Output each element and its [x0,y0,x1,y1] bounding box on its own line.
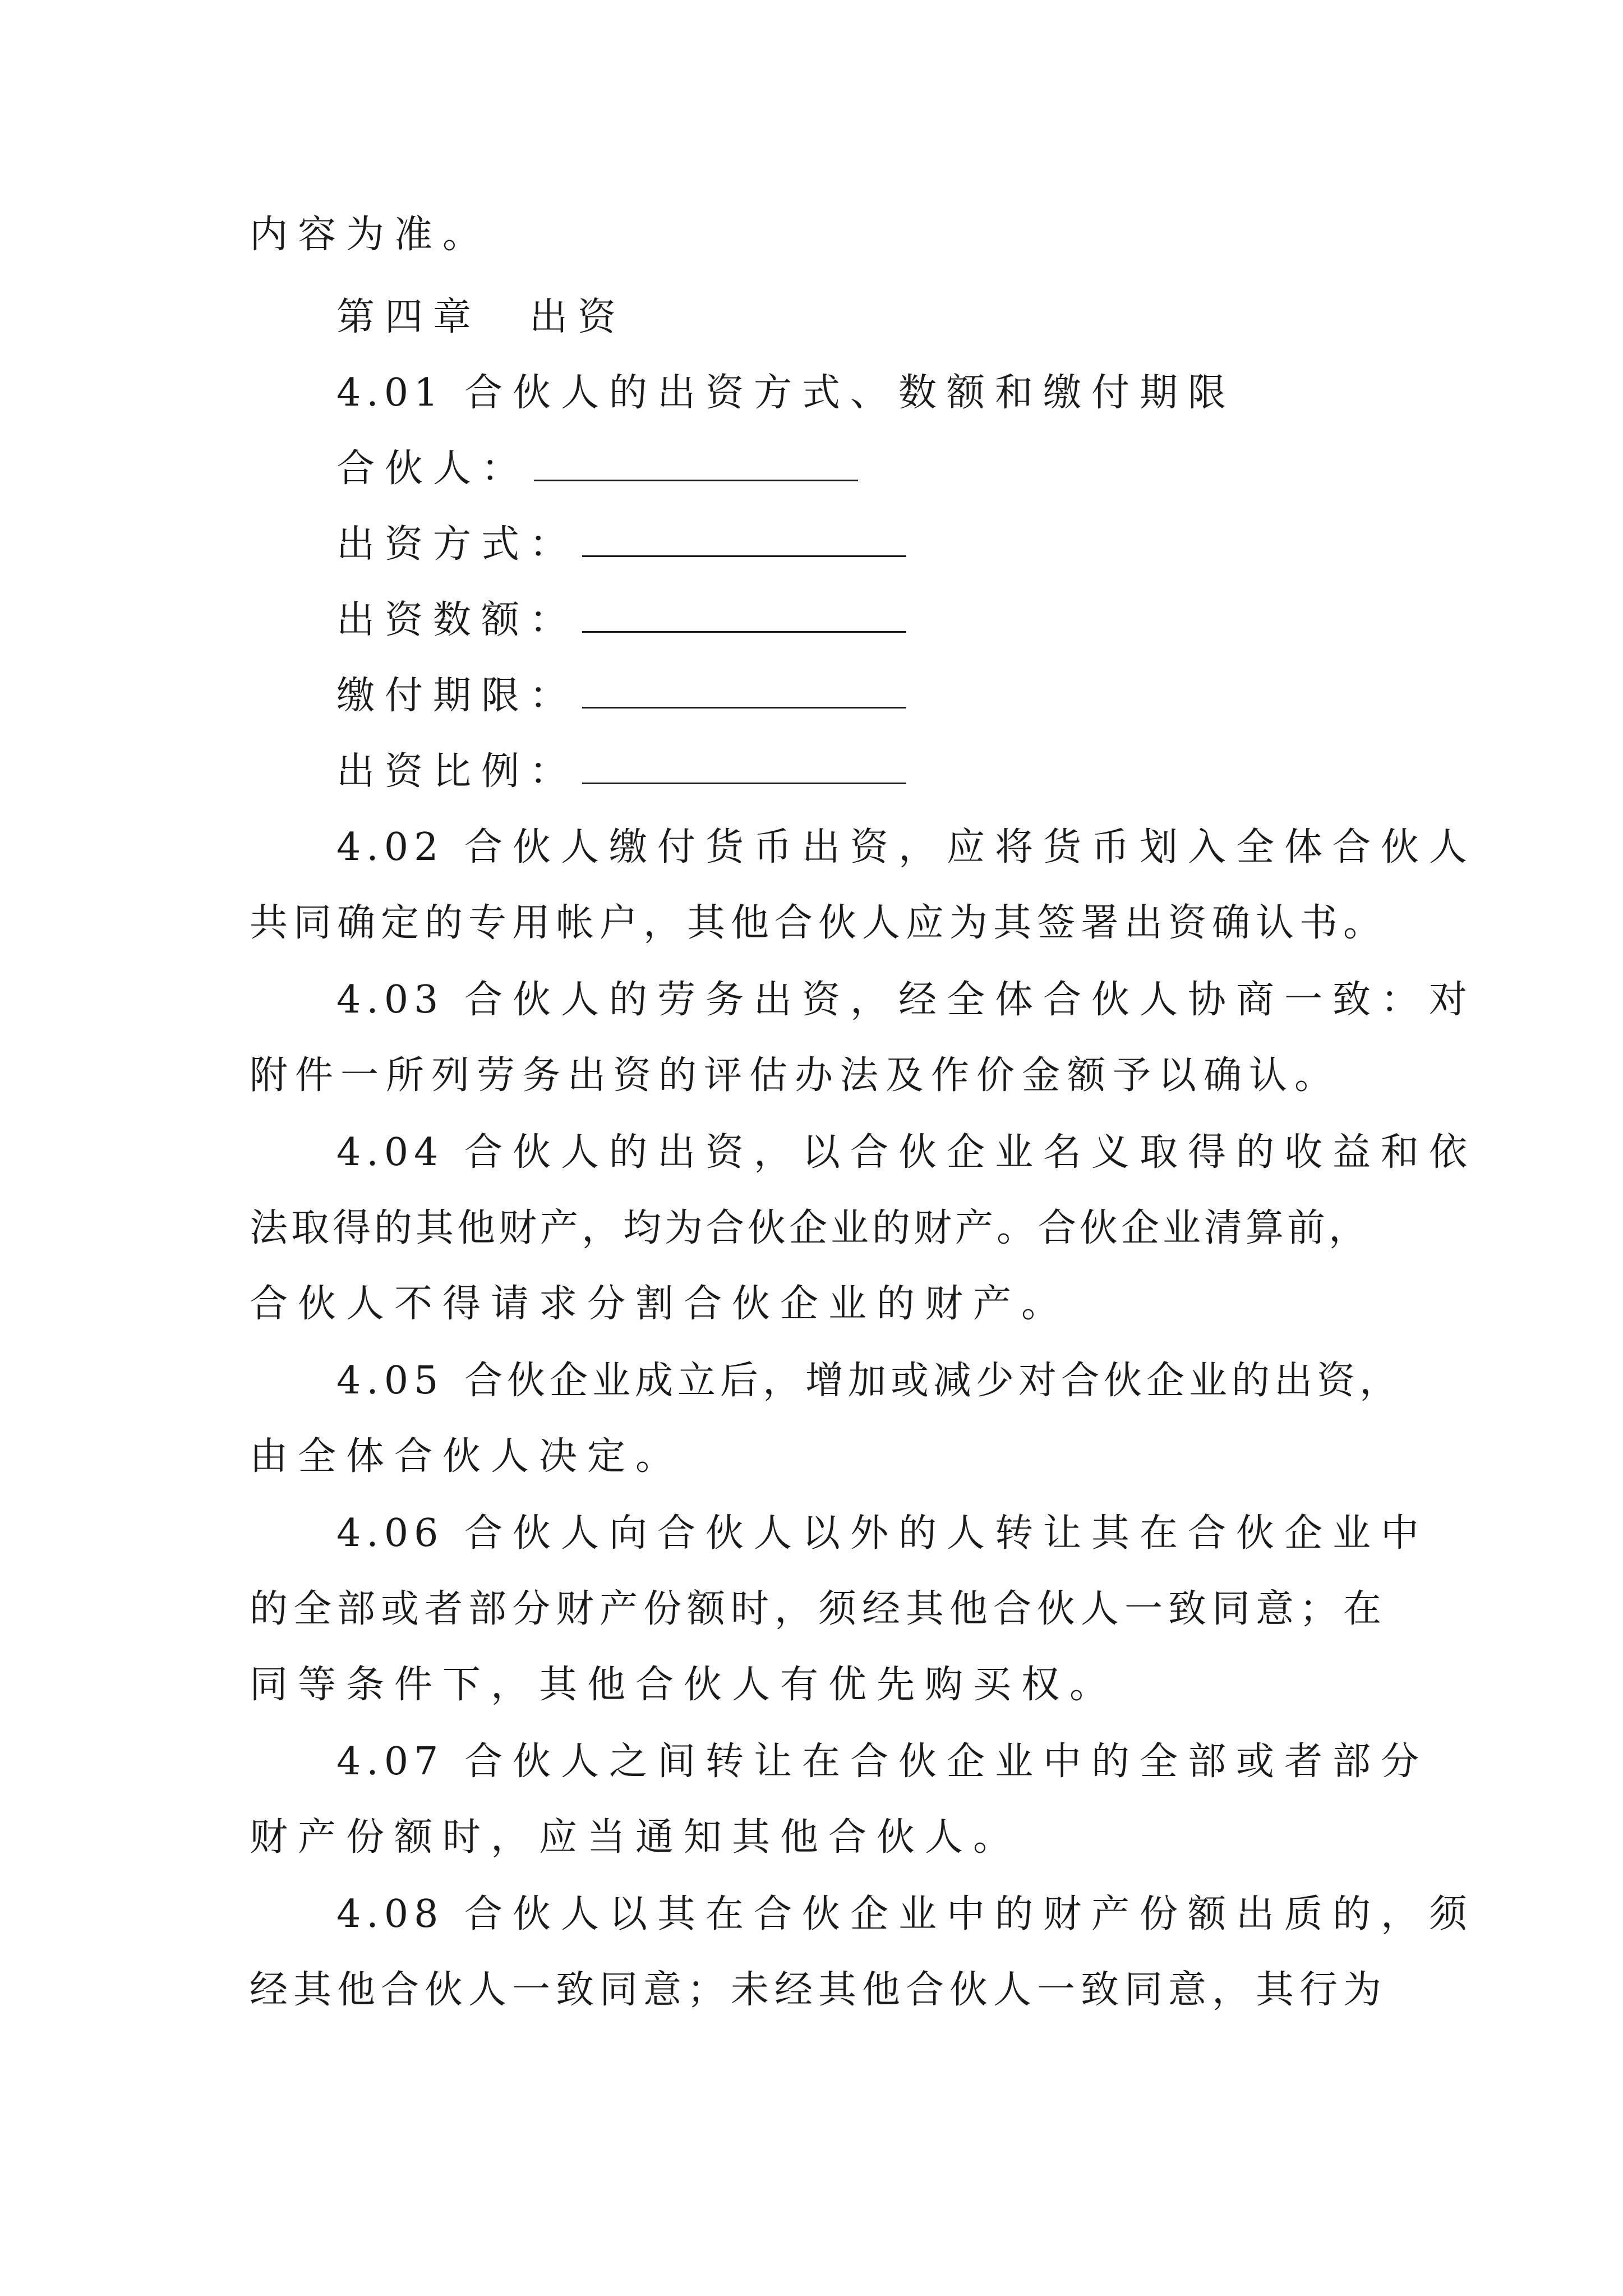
field-partner [336,446,858,492]
clause-4-02 [336,825,1477,871]
clause-4-03 [336,977,1477,1023]
clause-text-continued: 法取得的其他财产，均为合伙企业的财产。合伙企业清算前， [250,1206,1371,1250]
field-label: 出资数额： [336,598,578,642]
clause-text-continued: 同等条件下，其他合伙人有优先购买权。 [250,1663,1118,1707]
clause-text-continued: 附件一所列劳务出资的评估办法及作价金额予以确认。 [250,1053,1340,1098]
clause-number: 4.01 [336,371,444,415]
blank-line [582,749,906,784]
clause-text-continued: 财产份额时，应当通知其他合伙人。 [250,1815,1022,1860]
blank-line [534,446,858,481]
clause-text-continued: 经其他合伙人一致同意；未经其他合伙人一致同意，其行为 [250,1968,1387,2012]
field-contribution-amount [336,597,906,643]
clause-4-01 [336,370,1236,416]
field-label: 合伙人： [336,447,530,491]
clause-4-08 [336,1892,1477,1938]
clause-4-07 [336,1739,1429,1785]
chapter-heading: 第四章 出资 [336,295,626,339]
clause-text-continued: 共同确定的专用帐户，其他合伙人应为其签署出资确认书。 [250,901,1387,945]
field-label: 出资比例： [336,749,578,794]
field-contribution-ratio [336,749,906,795]
clause-number: 4.04 [336,1130,444,1175]
field-label: 出资方式： [336,522,578,567]
clause-4-06 [336,1511,1429,1557]
field-label: 缴付期限： [336,674,578,718]
field-payment-deadline [336,673,906,719]
clause-text: 合伙人的劳务出资，经全体合伙人协商一致：对 [464,978,1478,1022]
clause-text: 合伙人的出资方式、数额和缴付期限 [464,371,1237,415]
clause-text: 合伙人缴付货币出资，应将货币划入全体合伙人 [464,825,1478,869]
blank-line [582,522,906,557]
clause-number: 4.06 [336,1511,444,1556]
blank-line [582,673,906,708]
clause-text: 合伙人向合伙人以外的人转让其在合伙企业中 [464,1511,1430,1556]
clause-text: 合伙人的出资，以合伙企业名义取得的收益和依 [464,1130,1478,1175]
clause-text-continued: 合伙人不得请求分割合伙企业的财产。 [250,1282,1070,1326]
clause-number: 4.03 [336,978,444,1022]
clause-text: 合伙人以其在合伙企业中的财产份额出质的，须 [464,1892,1478,1936]
clause-text: 合伙人之间转让在合伙企业中的全部或者部分 [464,1740,1430,1784]
clause-text: 合伙企业成立后，增加或减少对合伙企业的出资， [464,1359,1403,1403]
clause-text-continued: 的全部或者部分财产份额时，须经其他合伙人一致同意；在 [250,1587,1387,1631]
clause-number: 4.08 [336,1892,444,1936]
clause-number: 4.05 [336,1359,444,1403]
continuation-line: 内容为准。 [250,213,491,257]
blank-line [582,597,906,633]
clause-text-continued: 由全体合伙人决定。 [250,1434,684,1479]
clause-number: 4.07 [336,1740,444,1784]
clause-number: 4.02 [336,825,444,869]
field-contribution-method [336,522,906,568]
clause-4-04 [336,1130,1477,1176]
clause-4-05 [336,1358,1402,1404]
